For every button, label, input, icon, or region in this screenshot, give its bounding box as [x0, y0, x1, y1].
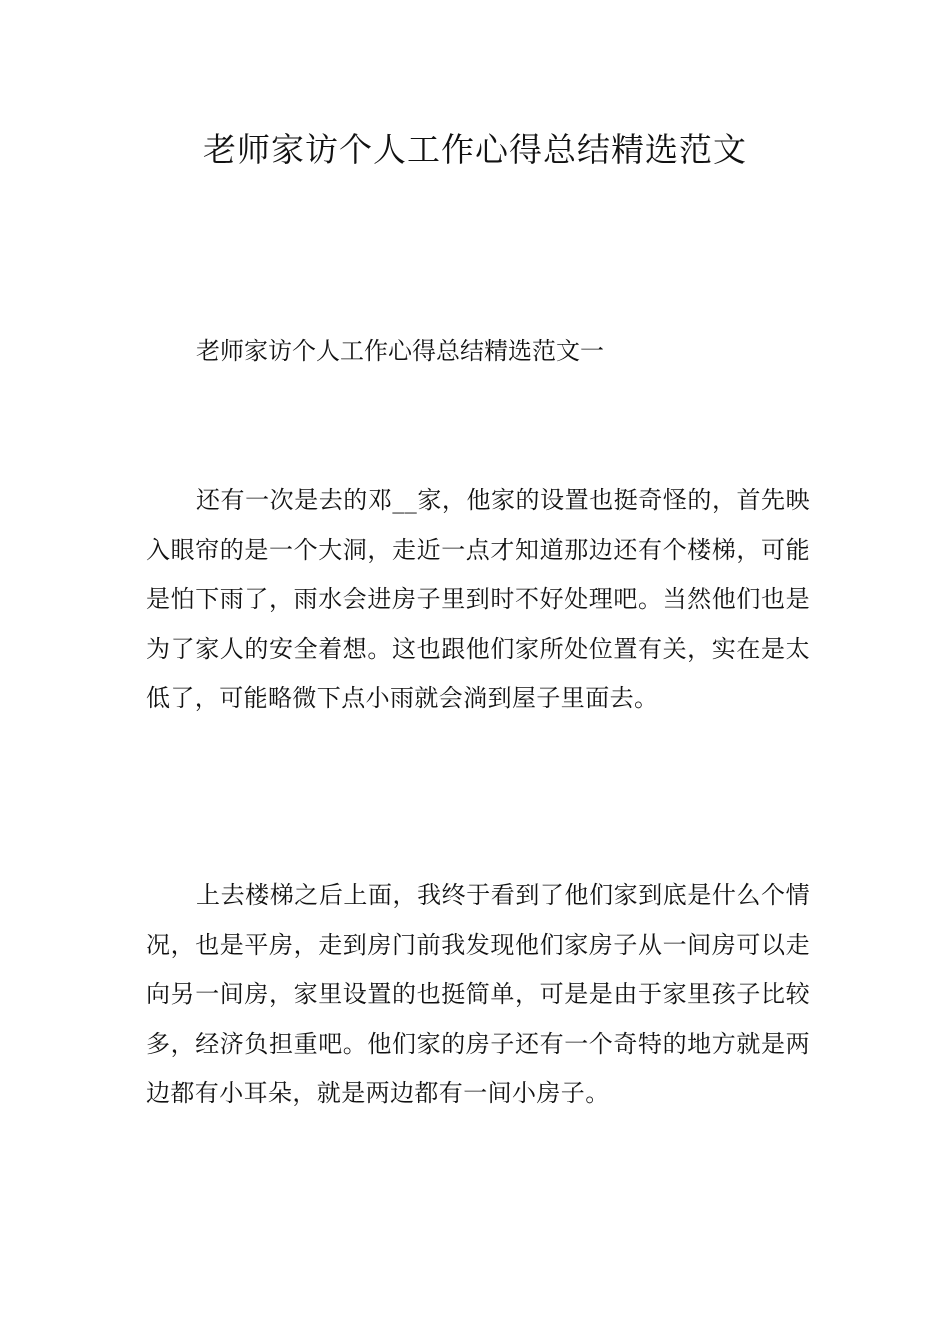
paragraph-2: 上去楼梯之后上面，我终于看到了他们家到底是什么个情况，也是平房，走到房门前我发现他们家房子从一间房可以走向另一间房，家里设置的也挺简单，可是是由于家里孩子比较多，经济负担重吧。他们家的房子还有一个奇特的地方就是两边都有小耳朵，就是两边都有一间小房子。 — [146, 881, 810, 1108]
document-title: 老师家访个人工作心得总结精选范文 — [203, 130, 747, 169]
section-heading: 老师家访个人工作心得总结精选范文一 — [196, 337, 604, 365]
paragraph-1: 还有一次是去的邓__家，他家的设置也挺奇怪的，首先映入眼帘的是一个大洞，走近一点才知道那边还有个楼梯，可能是怕下雨了，雨水会进房子里到时不好处理吧。当然他们也是为了家人的安全着想。这也跟他们家所处位置有关，实在是太低了，可能略微下点小雨就会淌到屋子里面去。 — [146, 486, 810, 713]
